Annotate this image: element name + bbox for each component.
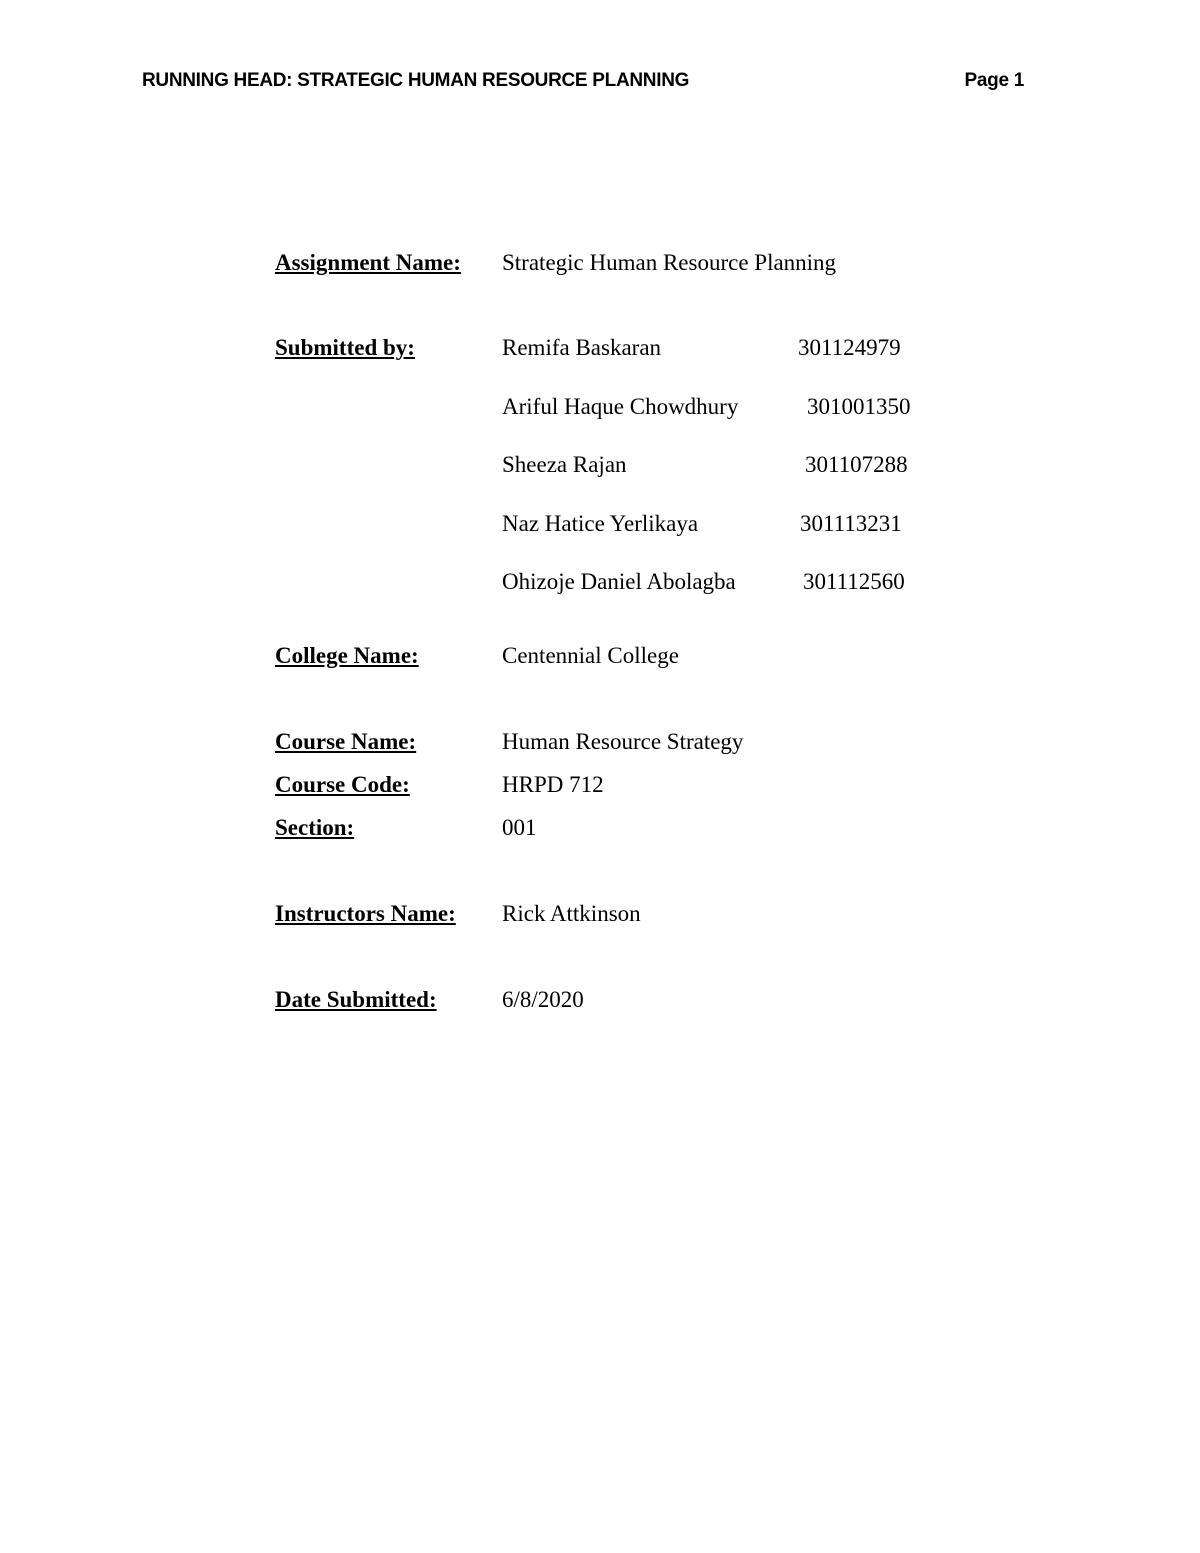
section-row [275,813,975,843]
assignment-name-label: Assignment Name: [275,250,461,275]
member-row [275,509,975,539]
member-id: 301124979 [798,335,901,360]
course-code-row [275,770,975,800]
running-head: RUNNING HEAD: STRATEGIC HUMAN RESOURCE PLANNING [142,70,690,91]
course-name-value: Human Resource Strategy [502,729,744,754]
page-number: Page 1 [964,70,1024,91]
member-id: 301001350 [807,394,911,419]
instructor-name-value: Rick Attkinson [502,901,641,926]
member-id: 301113231 [800,511,902,536]
date-submitted-row [275,985,975,1015]
member-row [275,392,975,422]
member-name: Sheeza Rajan [502,452,627,477]
course-name-row [275,727,975,757]
member-id: 301112560 [803,569,905,594]
college-name-row [275,641,975,671]
submitted-by-label: Submitted by: [275,335,415,360]
course-code-label: Course Code: [275,772,410,797]
member-name: Ohizoje Daniel Abolagba [502,569,736,594]
instructor-name-row [275,899,975,929]
instructor-name-label: Instructors Name: [275,901,456,926]
assignment-name-row [275,248,975,278]
section-value: 001 [502,815,537,840]
section-label: Section: [275,815,355,840]
member-row [275,450,975,480]
submitted-by-row [275,333,975,363]
date-submitted-value: 6/8/2020 [502,987,584,1012]
page-header [142,70,1024,102]
college-name-value: Centennial College [502,643,679,668]
college-name-label: College Name: [275,643,419,668]
member-name: Ariful Haque Chowdhury [502,394,739,419]
course-name-label: Course Name: [275,729,417,754]
member-name: Naz Hatice Yerlikaya [502,511,699,536]
member-name: Remifa Baskaran [502,335,662,360]
course-code-value: HRPD 712 [502,772,604,797]
date-submitted-label: Date Submitted: [275,987,437,1012]
assignment-name-value: Strategic Human Resource Planning [502,250,837,275]
member-row [275,567,975,597]
member-id: 301107288 [805,452,908,477]
